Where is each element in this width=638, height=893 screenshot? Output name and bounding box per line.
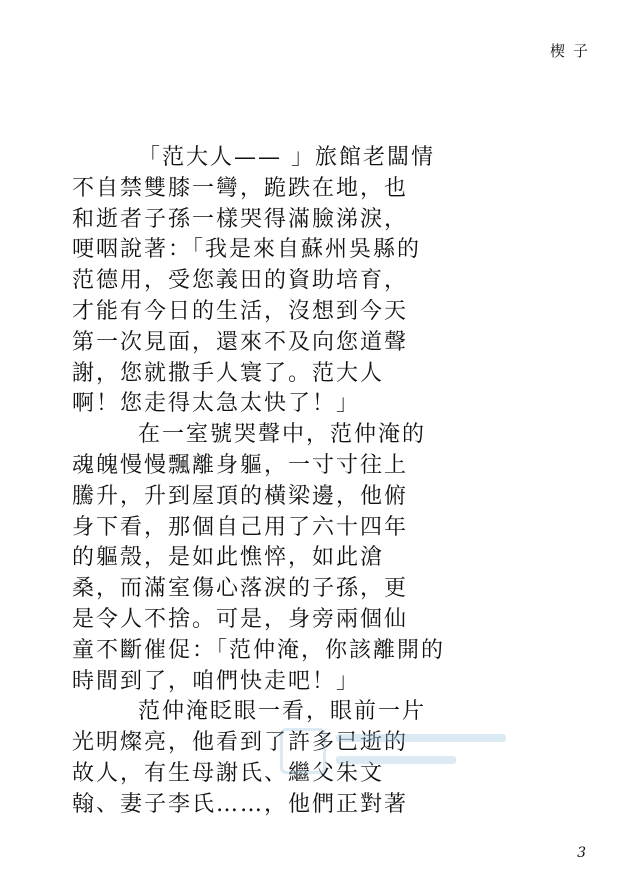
text-line: 范仲淹眨眼一看，眼前一片: [138, 699, 427, 725]
text-line: 第一次見面，還來不及向您道聲: [72, 329, 409, 355]
text-line: 和逝者子孫一樣哭得滿臉涕淚，: [72, 206, 409, 232]
text-line: 范德用，受您義田的資助培育，: [72, 268, 409, 294]
text-line: 光明燦亮，他看到了許多已逝的: [72, 730, 409, 756]
text-line: 身下看，那個自己用了六十四年: [72, 514, 409, 540]
text-line: 的軀殼，是如此憔悴，如此滄: [72, 545, 385, 571]
text-line: 「范大人—— 」旅館老闆情: [138, 145, 435, 170]
text-line: 童不斷催促：「范仲淹，你該離開的: [72, 637, 446, 663]
text-line: 魂魄慢慢飄離身軀，一寸寸往上: [72, 452, 409, 478]
text-line: 不自禁雙膝一彎，跪跌在地，也: [72, 175, 409, 201]
page-number: 3: [577, 845, 586, 861]
text-line: 才能有今日的生活，沒想到今天: [72, 298, 409, 324]
text-line: 謝，您就撒手人寰了。范大人: [72, 360, 385, 386]
text-line: 時間到了，咱們快走吧！」: [72, 668, 361, 694]
text-line: 故人，有生母謝氏、繼父朱文: [72, 760, 385, 786]
text-line: 啊！您走得太急太快了！」: [72, 391, 361, 417]
body-text: [72, 143, 550, 821]
text-line: 騰升，升到屋頂的橫梁邊，他俯: [72, 483, 409, 509]
text-line: 翰、妻子李氏……，他們正對著: [72, 791, 409, 817]
running-head: 楔子: [549, 42, 596, 60]
text-line: 在一室號哭聲中，范仲淹的: [138, 422, 427, 448]
text-line: 哽咽說著：「我是來自蘇州吳縣的: [72, 237, 422, 263]
text-line: 是令人不捨。可是，身旁兩個仙: [72, 606, 409, 632]
text-line: 桑，而滿室傷心落淚的子孫，更: [72, 576, 409, 602]
